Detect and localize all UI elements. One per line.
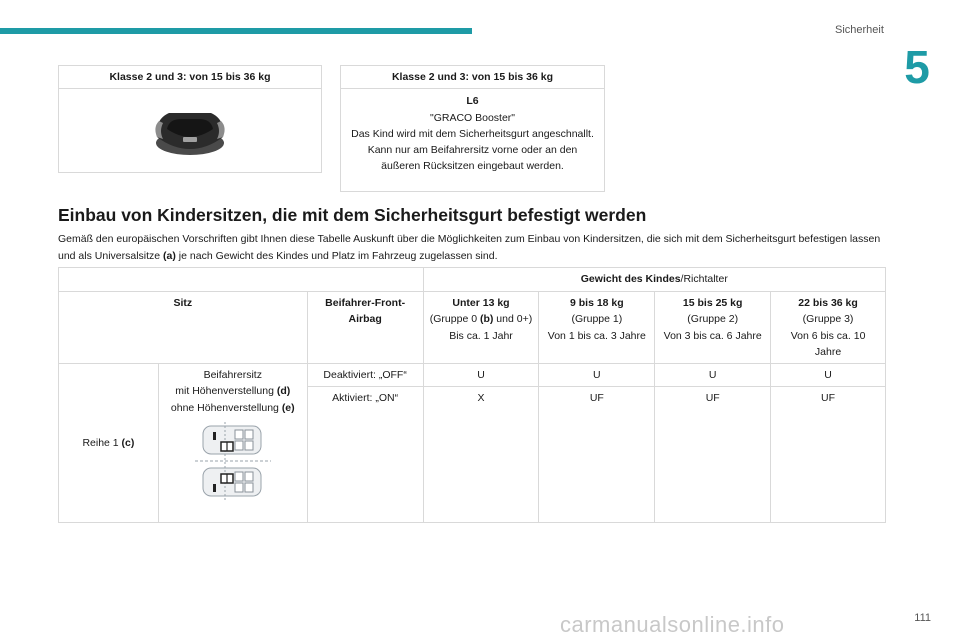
group-label: (Gruppe 1)	[571, 313, 623, 326]
airbag-off-cell: Deaktiviert: „OFF“	[307, 364, 423, 387]
group-weight: 9 bis 18 kg	[569, 297, 624, 309]
chapter-number: 5	[904, 41, 930, 93]
weight-header-rest: /Richtalter	[680, 273, 728, 286]
group-label: (Gruppe 3)	[802, 313, 854, 326]
value-cell: U	[771, 364, 886, 387]
value-cell: UF	[771, 387, 886, 523]
header-empty-cell	[59, 268, 424, 292]
airbag-on-cell: Aktiviert: „ON“	[307, 387, 423, 523]
booster-name: "GRACO Booster"	[429, 111, 516, 124]
row-label: Reihe 1	[82, 437, 122, 450]
booster-image-title: Klasse 2 und 3: von 15 bis 36 kg	[59, 66, 322, 89]
group-weight: 15 bis 25 kg	[682, 297, 743, 309]
child-seat-table	[58, 267, 886, 523]
booster-image-table	[58, 65, 322, 173]
group-weight: 22 bis 36 kg	[798, 297, 858, 309]
group-header	[771, 292, 886, 364]
weight-header	[423, 268, 885, 292]
booster-info-table	[340, 65, 605, 192]
watermark: carmanualsonline.info	[560, 612, 785, 637]
seat-cell	[158, 364, 307, 523]
intro-text-2: je nach Gewicht des Kindes und Platz im Fahrzeug zugelassen sind.	[175, 249, 498, 262]
group-header	[539, 292, 655, 364]
booster-code: L6	[466, 95, 479, 108]
group-age: Von 3 bis ca. 6 Jahre	[663, 329, 762, 342]
weight-header-bold: Gewicht des Kindes	[580, 273, 681, 286]
group-label: (Gruppe 0 (b) und 0+)	[429, 313, 533, 326]
group-age: Von 6 bis ca. 10 Jahre	[790, 329, 866, 358]
group-header	[423, 292, 539, 364]
group-weight: Unter 13 kg	[452, 297, 510, 309]
intro-text-1: Gemäß den europäischen Vorschriften gibt Ihnen diese Tabelle Auskunft über die Möglichkeiten zum Einbau von Kindersitzen, die sich mit dem Sicherheitsgurt befestigen lassen und als Universalsitze	[58, 233, 881, 262]
car-seat-diagram-icon	[195, 422, 271, 500]
group-age: Von 1 bis ca. 3 Jahre	[547, 329, 646, 342]
seat-line2: mit Höhenverstellung (d)	[175, 385, 291, 398]
group-header	[655, 292, 771, 364]
value-cell: U	[539, 364, 655, 387]
col-airbag-header	[307, 292, 423, 364]
booster-info-cell	[341, 89, 605, 192]
value-cell: UF	[655, 387, 771, 523]
value-cell: U	[655, 364, 771, 387]
value-cell: U	[423, 364, 539, 387]
intro-ref: (a)	[163, 249, 176, 262]
booster-line2: Kann nur am Beifahrersitz vorne oder an den äußeren Rücksitzen eingebaut werden.	[367, 144, 578, 173]
col-seat-header	[59, 292, 308, 364]
seat-line3: ohne Höhenverstellung (e)	[170, 401, 295, 414]
booster-line1: Das Kind wird mit dem Sicherheitsgurt angeschnallt.	[351, 127, 594, 140]
col-airbag-label: Beifahrer-Front-Airbag	[325, 297, 406, 326]
section-intro	[58, 231, 888, 265]
group-age: Bis ca. 1 Jahr	[449, 329, 513, 342]
section-title: Sicherheit	[835, 24, 884, 36]
value-cell: X	[423, 387, 539, 523]
header-accent-bar	[0, 28, 472, 34]
booster-image-cell	[59, 89, 322, 173]
row-label-cell	[59, 364, 159, 523]
group-label: (Gruppe 2)	[687, 313, 739, 326]
page-number: 111	[914, 612, 931, 624]
seat-line1: Beifahrersitz	[203, 369, 262, 382]
row-ref: (c)	[121, 437, 135, 450]
col-seat-label: Sitz	[173, 297, 193, 309]
value-cell: UF	[539, 387, 655, 523]
section-heading: Einbau von Kindersitzen, die mit dem Sicherheitsgurt befestigt werden	[58, 205, 647, 225]
booster-seat-icon	[145, 93, 235, 163]
booster-info-title: Klasse 2 und 3: von 15 bis 36 kg	[341, 66, 605, 89]
